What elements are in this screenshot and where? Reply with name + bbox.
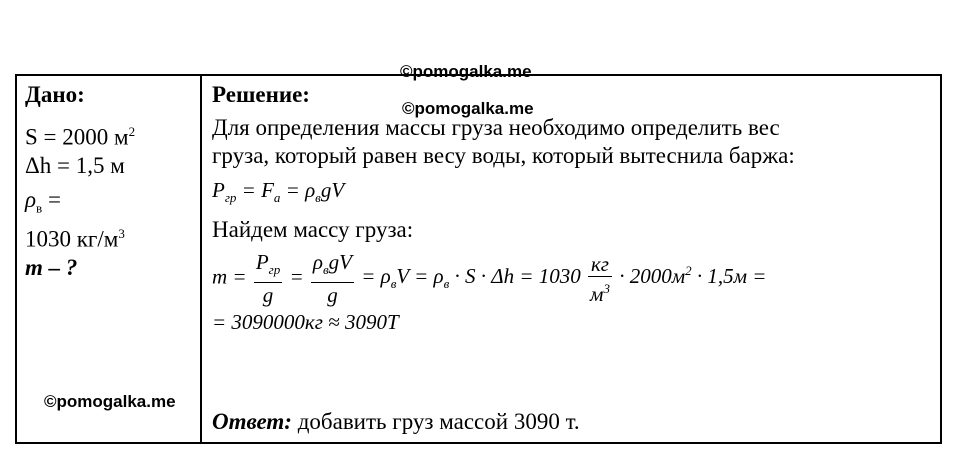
watermark-bottom: ©pomogalka.me <box>44 392 176 411</box>
given-height-change: Δh = 1,5 м <box>25 153 125 178</box>
problem-table <box>15 74 942 444</box>
solution-title: Решение: <box>212 82 310 107</box>
given-column <box>25 82 195 288</box>
answer-label: Ответ: <box>212 409 292 434</box>
watermark-middle: ©pomogalka.me <box>402 99 534 118</box>
solution-text-line-2: груза, который равен весу воды, который вытеснила баржа: <box>212 143 795 168</box>
formula-mass: m = $\frac{P_{гр}}{g}$ = $\frac{\rho_вgV}{g}$ = $\rho_вV = \rho_в \cdot S \cdot \Delta h = 1030$ $\frac{кг}{м^3}$ · $2000м^2 \cdot 1,5м$ = <box>212 250 767 308</box>
formula-weight: $P_{гр} = F_а = \rho_вgV$ <box>212 178 345 206</box>
given-density: $\rho_в$ = <box>25 187 61 216</box>
column-divider <box>200 76 202 442</box>
solution-text-line-1: Для определения массы груза необходимо определить вес <box>212 115 780 140</box>
given-density-value: 1030 $кг/м^3$ <box>25 226 125 252</box>
answer-text: добавить груз массой 3090 т. <box>291 409 580 434</box>
given-area: S = 2000 $м^2$ <box>25 124 136 150</box>
formula-result: = 3090000кг ≈ 3090Т <box>212 310 399 334</box>
answer-line <box>212 409 580 435</box>
given-find: m – ? <box>25 255 78 280</box>
watermark-top: ©pomogalka.me <box>400 62 532 81</box>
solution-column <box>212 82 932 335</box>
solution-text-line-3: Найдем массу груза: <box>212 217 414 242</box>
given-title: Дано: <box>25 82 85 107</box>
